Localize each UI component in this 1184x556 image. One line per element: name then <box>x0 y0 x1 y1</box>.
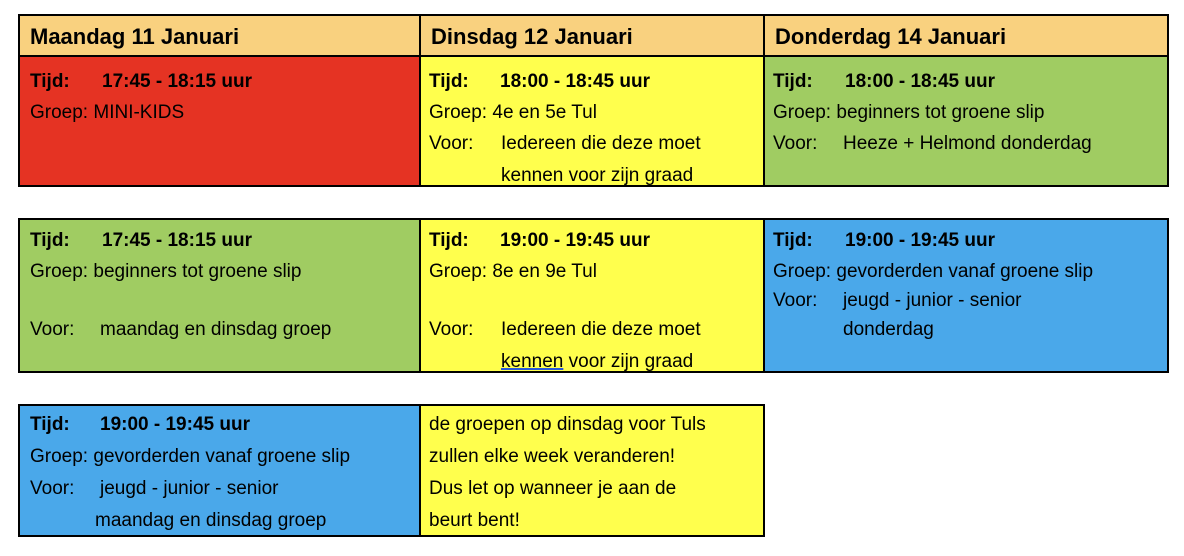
time-value: 19:00 - 19:45 uur <box>100 414 250 435</box>
tijd-label: Tijd: <box>30 230 70 251</box>
for-value: Heeze + Helmond donderdag <box>843 133 1092 154</box>
voor-label: Voor: <box>429 133 474 154</box>
groep-label: Groep: <box>773 102 832 123</box>
for-value-2: donderdag <box>843 319 934 340</box>
r1-thu-group-row <box>773 102 1044 124</box>
r1-tue-group-row <box>429 102 597 124</box>
groep-label: Groep: <box>30 261 89 282</box>
tijd-label: Tijd: <box>773 71 813 92</box>
time-value: 17:45 - 18:15 uur <box>102 71 252 92</box>
r2-tue-for-row <box>429 319 701 341</box>
r3-mon-time-row <box>30 414 250 436</box>
note-line-4: beurt bent! <box>429 510 520 531</box>
r2-monday-cell <box>18 218 421 373</box>
r2-mon-for-row <box>30 319 331 341</box>
r3-mon-for-row-2 <box>95 510 326 532</box>
group-value: beginners tot groene slip <box>836 102 1045 123</box>
group-value: gevorderden vanaf groene slip <box>93 446 351 467</box>
header-dinsdag <box>419 14 765 57</box>
header-maandag-text: Maandag 11 Januari <box>30 24 240 49</box>
voor-label: Voor: <box>30 478 75 499</box>
voor-label: Voor: <box>773 290 818 311</box>
for-value-2: maandag en dinsdag groep <box>95 510 327 531</box>
r2-tuesday-cell <box>419 218 765 373</box>
note-line-2: zullen elke week veranderen! <box>429 446 676 467</box>
group-value: gevorderden vanaf groene slip <box>836 261 1094 282</box>
group-value: beginners tot groene slip <box>93 261 302 282</box>
for-value: jeugd - junior - senior <box>100 478 279 499</box>
group-value: MINI-KIDS <box>93 102 185 123</box>
r2-thu-time-row <box>773 230 995 252</box>
r2-tue-group-row <box>429 261 597 283</box>
r1-tue-for-row-2 <box>501 165 693 187</box>
r3-monday-cell <box>18 404 421 537</box>
r1-mon-time-row <box>30 71 252 93</box>
r3-mon-group-row <box>30 446 350 468</box>
groep-label: Groep: <box>429 261 488 282</box>
r2-tue-time-row <box>429 230 650 252</box>
for-value-2: kennen voor zijn graad <box>501 165 694 186</box>
r3-mon-for-row <box>30 478 278 500</box>
time-value: 19:00 - 19:45 uur <box>845 230 995 251</box>
groep-label: Groep: <box>30 102 89 123</box>
voor-label: Voor: <box>30 319 75 340</box>
r2-thu-group-row <box>773 261 1093 283</box>
r1-tue-time-row <box>429 71 650 93</box>
r1-thursday-cell <box>763 55 1169 187</box>
groep-label: Groep: <box>30 446 89 467</box>
r1-mon-group-row <box>30 102 184 124</box>
tijd-label: Tijd: <box>773 230 813 251</box>
voor-label: Voor: <box>429 319 474 340</box>
group-value: 8e en 9e Tul <box>492 261 597 282</box>
r2-thursday-cell <box>763 218 1169 373</box>
r3-note-cell <box>419 404 765 537</box>
time-value: 18:00 - 18:45 uur <box>500 71 650 92</box>
header-dinsdag-text: Dinsdag 12 Januari <box>431 24 633 49</box>
header-donderdag <box>763 14 1169 57</box>
header-donderdag-text: Donderdag 14 Januari <box>775 24 1007 49</box>
time-value: 19:00 - 19:45 uur <box>500 230 650 251</box>
note-line-1: de groepen op dinsdag voor Tuls <box>429 414 706 435</box>
r1-monday-cell <box>18 55 421 187</box>
time-value: 17:45 - 18:15 uur <box>102 230 252 251</box>
for-value: maandag en dinsdag groep <box>100 319 332 340</box>
r2-thu-for-row <box>773 290 1021 312</box>
for-value: Iedereen die deze moet <box>501 319 701 340</box>
note-line-3: Dus let op wanneer je aan de <box>429 478 677 499</box>
groep-label: Groep: <box>773 261 832 282</box>
r1-thu-for-row <box>773 133 1092 155</box>
r2-mon-group-row <box>30 261 301 283</box>
group-value: 4e en 5e Tul <box>492 102 597 123</box>
r1-thu-time-row <box>773 71 995 93</box>
time-value: 18:00 - 18:45 uur <box>845 71 995 92</box>
r1-tue-for-row <box>429 133 701 155</box>
r2-tue-for-row-2 <box>501 351 693 373</box>
r1-tuesday-cell <box>419 55 765 187</box>
r2-thu-for-row-2 <box>843 319 934 341</box>
for-value: Iedereen die deze moet <box>501 133 701 154</box>
groep-label: Groep: <box>429 102 488 123</box>
header-maandag <box>18 14 421 57</box>
tijd-label: Tijd: <box>429 71 469 92</box>
r2-mon-time-row <box>30 230 252 252</box>
for-value-2-underlined: kennen <box>501 351 564 372</box>
tijd-label: Tijd: <box>30 71 70 92</box>
voor-label: Voor: <box>773 133 818 154</box>
for-value: jeugd - junior - senior <box>843 290 1022 311</box>
tijd-label: Tijd: <box>429 230 469 251</box>
for-value-2: voor zijn graad <box>563 351 694 372</box>
tijd-label: Tijd: <box>30 414 70 435</box>
